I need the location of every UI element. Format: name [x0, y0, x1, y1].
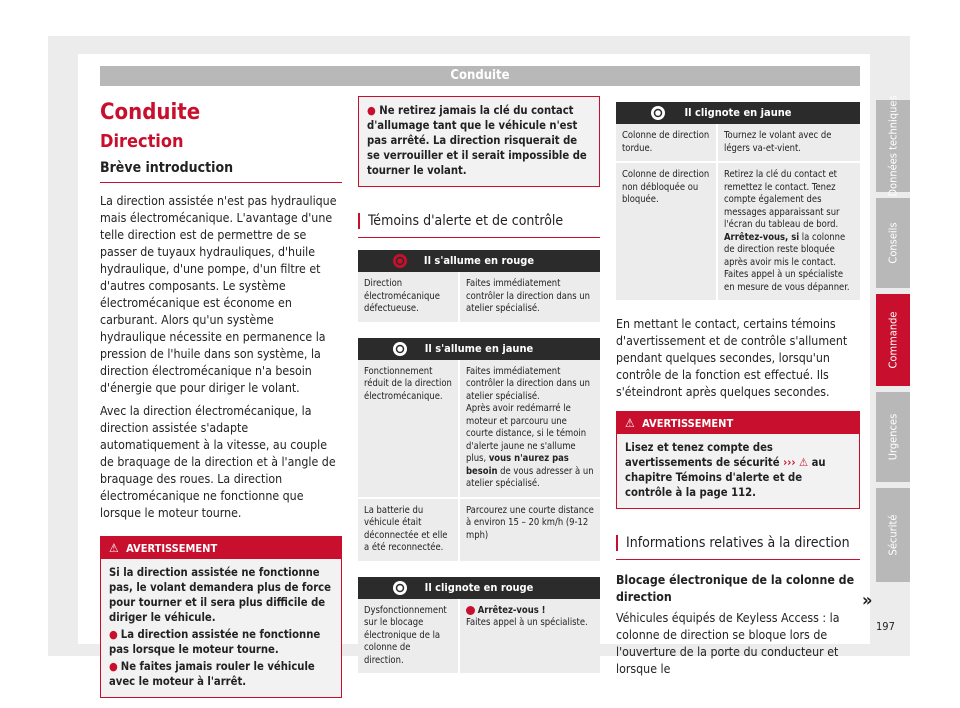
warning-header: ⚠ AVERTISSEMENT — [617, 412, 859, 434]
middle-column — [358, 96, 600, 689]
section-marker — [616, 535, 618, 551]
table-row: Colonne de direction tordue. Tournez le volant avec de légers va-et-vient. — [616, 124, 860, 163]
warning-light-table — [358, 250, 600, 324]
warning-box — [100, 536, 342, 698]
warning-body — [101, 559, 341, 697]
info-paragraph-2: Véhicules équipés de Keyless Access : la colonne de direction se bloque lors de l'ouverture de la porte du conducteur et lorsque le — [616, 611, 840, 676]
table-row: Colonne de direction non débloquée ou bloquée. Retirez la clé du contact et remettez le contact. Tenez compte également des messages apparaissant sur l'écran du tableau de bord. Arrêtez-vous, si la colonne de direction reste bloquée après avoir mis le contact. Faites appel à un spécialiste en mesure de vous dépanner. — [616, 163, 860, 302]
tab-commande[interactable]: Commande — [876, 294, 910, 386]
intro-paragraph-2: Avec la direction électromécanique, la direction assistée s'adapte automatiquement à la vitesse, au couple de braquage de la direction et à l'angle de braquage des roues. La direction électromécanique ne fonctionne que lorsque le moteur tourne. — [100, 404, 336, 520]
warning-continued: ● Ne retirez jamais la clé du contact d'allumage tant que le véhicule n'est pas arrêté. La direction risquerait de se verrouiller et il serait impossible de tourner le volant. — [358, 96, 600, 187]
page-number: 197 — [876, 620, 895, 633]
subsection-title: Brève introduction — [100, 160, 342, 183]
table-header: Il clignote en jaune — [616, 102, 860, 124]
left-column — [100, 96, 342, 698]
warning-light-table — [358, 577, 600, 676]
warning-light-table — [358, 338, 600, 563]
warning-body: Lisez et tenez compte des avertissements de sécurité ››› ⚠ au chapitre Témoins d'alerte et de contrôle à la page 112. — [625, 441, 826, 499]
chapter-header: Conduite — [100, 66, 860, 86]
warning-box — [616, 411, 860, 509]
warning-header — [101, 537, 341, 559]
bullet-icon: ● — [109, 660, 118, 673]
info-paragraph: En mettant le contact, certains témoins d'avertissement et de contrôle s'allument pendant quelques secondes, lorsqu'un contrôle de la fonction est effectué. Ils s'éteindront après quelques secondes. — [616, 317, 848, 399]
table-row: Fonctionnement réduit de la direction électromécanique. Faites immédiatement contrôler la direction dans un atelier spécialisé. Après avoir redémarré le moteur et parcouru une courte distance, si le témoin d'alerte jaune ne s'allume plus, vous n'aurez pas besoin de vous adresser à un atelier spécialisé. — [358, 360, 600, 499]
table-header: Il s'allume en rouge — [358, 250, 600, 272]
stop-icon — [466, 606, 475, 615]
tab-donnees-techniques[interactable]: Données techniques — [876, 100, 910, 192]
warning-list-item: ● Ne faites jamais rouler le véhicule avec le moteur à l'arrêt. — [109, 660, 315, 688]
warning-title: AVERTISSEMENT — [126, 542, 218, 555]
tab-urgences[interactable]: Urgences — [876, 392, 910, 482]
table-row: La batterie du véhicule était déconnectée et elle a été reconnectée. Parcourez une courte distance à environ 15 – 20 km/h (9-12 mph) — [358, 499, 600, 563]
warning-triangle-icon: ⚠ — [799, 456, 809, 469]
subsection-title: Blocage électronique de la colonne de direction — [616, 573, 855, 604]
steering-wheel-icon — [392, 253, 408, 269]
steering-wheel-icon — [650, 105, 666, 121]
chapter-title: Conduite — [100, 100, 201, 125]
cross-reference-link[interactable]: ››› — [783, 456, 796, 469]
section-title: Direction — [100, 131, 184, 152]
warning-light-table — [616, 102, 860, 302]
intro-paragraph: La direction assistée n'est pas hydraulique mais électromécanique. L'avantage d'une telle direction est de permettre de se passer de tuyaux hydrauliques, d'huile hydraulique, d'une pompe, d'un filtre et d'autres composants. Le système électromécanique est économe en carburant. Alors qu'un système hydraulique nécessite en permanence la pression de l'huile dans son système, la direction électromécanique n'a besoin d'énergie que pour diriger le volant. — [100, 194, 337, 395]
warning-list-item: ● La direction assistée ne fonctionne pas lorsque le moteur tourne. — [109, 628, 321, 656]
right-column — [616, 96, 860, 684]
table-header: Il s'allume en jaune — [358, 338, 600, 360]
warning-text: Si la direction assistée ne fonctionne pas, le volant demandera plus de force pour tourner et il sera plus difficile de diriger le véhicule. — [109, 566, 331, 624]
steering-wheel-icon — [392, 341, 408, 357]
steering-wheel-icon — [392, 580, 408, 596]
table-header: Il clignote en rouge — [358, 577, 600, 599]
table-row: Direction électromécanique défectueuse. Faites immédiatement contrôler la direction dans un atelier spécialisé. — [358, 272, 600, 324]
bullet-icon: ● — [367, 104, 380, 117]
warning-triangle-icon: ⚠ — [625, 416, 635, 430]
tab-conseils[interactable]: Conseils — [876, 198, 910, 288]
section-heading: Témoins d'alerte et de contrôle — [358, 207, 600, 238]
warning-triangle-icon: ⚠ — [109, 541, 119, 555]
section-heading: Informations relatives à la direction — [616, 529, 860, 560]
table-row: Dysfonctionnement sur le blocage électronique de la colonne de direction. Arrêtez-vous ! Faites appel à un spécialiste. — [358, 599, 600, 676]
continue-marker: » — [862, 590, 873, 611]
bullet-icon: ● — [109, 628, 118, 641]
tab-securite[interactable]: Sécurité — [876, 488, 910, 582]
section-marker — [358, 213, 360, 229]
